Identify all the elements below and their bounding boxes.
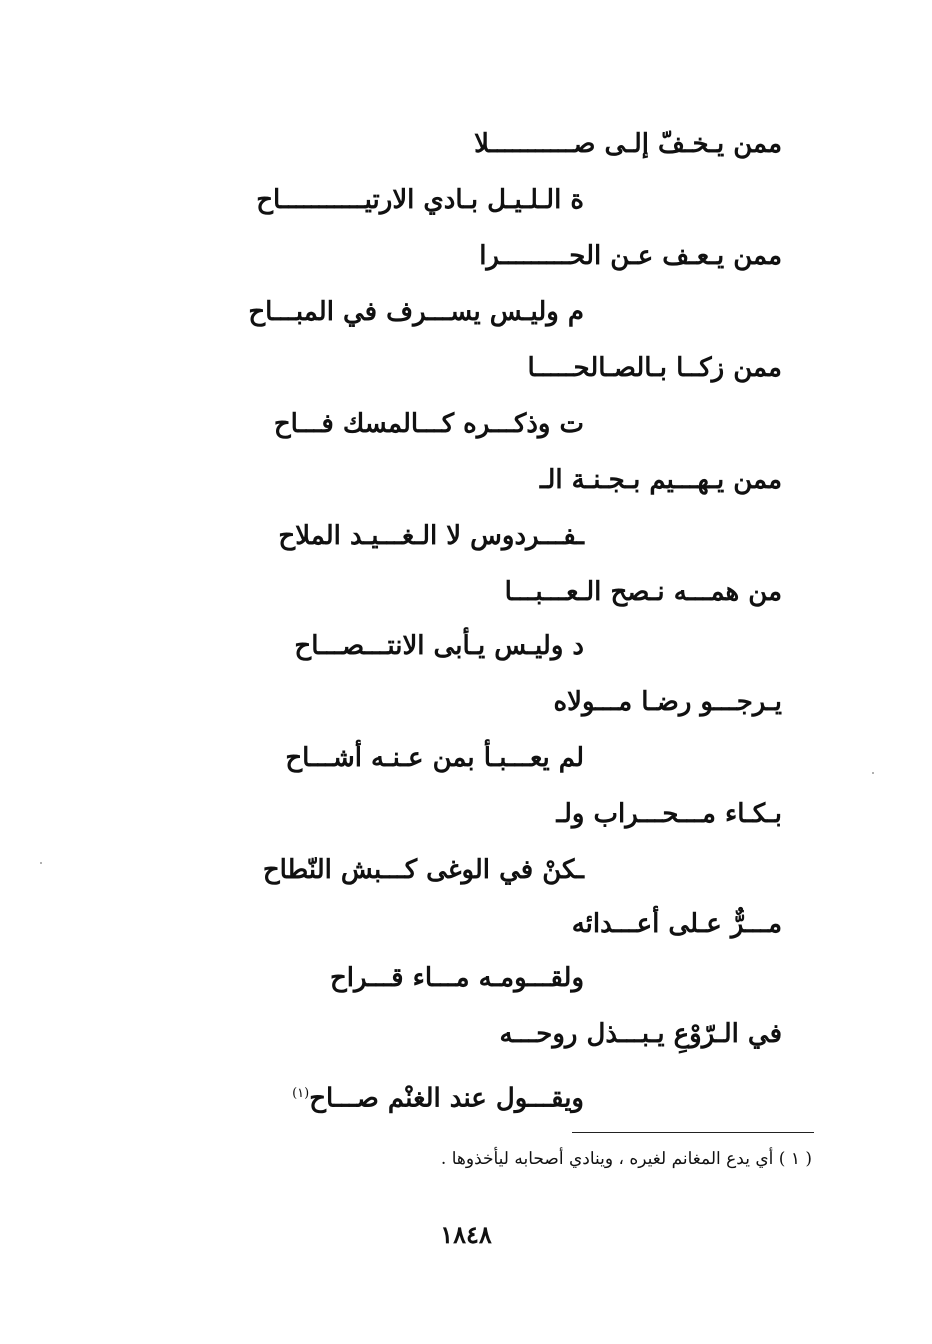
footnote-separator [572,1132,814,1133]
verse-line-7: ممن يـهـــيم بـجـنـة الـ [539,465,782,495]
verse-line-18-wrap [292,1074,584,1119]
verse-line-2: ة الـلـيـل بـادي الارتيـــــــــــاح [256,185,584,215]
paper-speck [872,772,874,774]
footnote-marker: (١) [292,1086,310,1101]
verse-line-10: د وليـس يـأبى الانتـــصـــاح [294,631,584,661]
paper-speck [40,862,42,864]
page-number: ١٨٤٨ [440,1220,492,1249]
verse-line-4: م وليـس يســـرف في المبـــاح [248,297,584,327]
verse-line-8: ـفـــردوس لا الـغـــيـد الملاح [278,521,584,551]
verse-line-11: يـرجـــو رضـا مـــولاه [553,687,782,717]
verse-line-13: بـكـاء مـــحـــراب ولـ [556,799,782,829]
verse-line-16: ولقـــومـه مـــاء قـــراح [329,963,584,993]
verse-line-18: ويقـــول عند الغنْم صـــاح [309,1083,584,1114]
verse-line-6: ت وذكـــره كـــالمسك فـــاح [273,409,584,439]
verse-line-15: مـــرٌّ عـلى أعـــدائه [571,909,782,939]
verse-line-3: ممن يـعـف عـن الحـــــــــرا [479,241,782,271]
verse-line-17: في الـرّوْعِ يـبـــذل روحـــه [499,1019,782,1049]
verse-line-5: ممن زكــا بـالصـالحـــــا [527,353,782,383]
verse-line-9: من همـــه نـصح الـعـــبـــا [504,577,782,607]
verse-line-14: ـكنْ في الوغى كـــبش النّطاح [262,855,584,885]
verse-line-1: ممن يـخـفّ إلـى صـــــــــــلا [474,129,782,159]
footnote: ( ١ ) أي يدع المغانم لغيره ، وينادي أصحابه ليأخذوها . [440,1149,812,1169]
verse-line-12: لم يعـــبـأ بمن عـنـه أشـــاح [285,743,584,773]
